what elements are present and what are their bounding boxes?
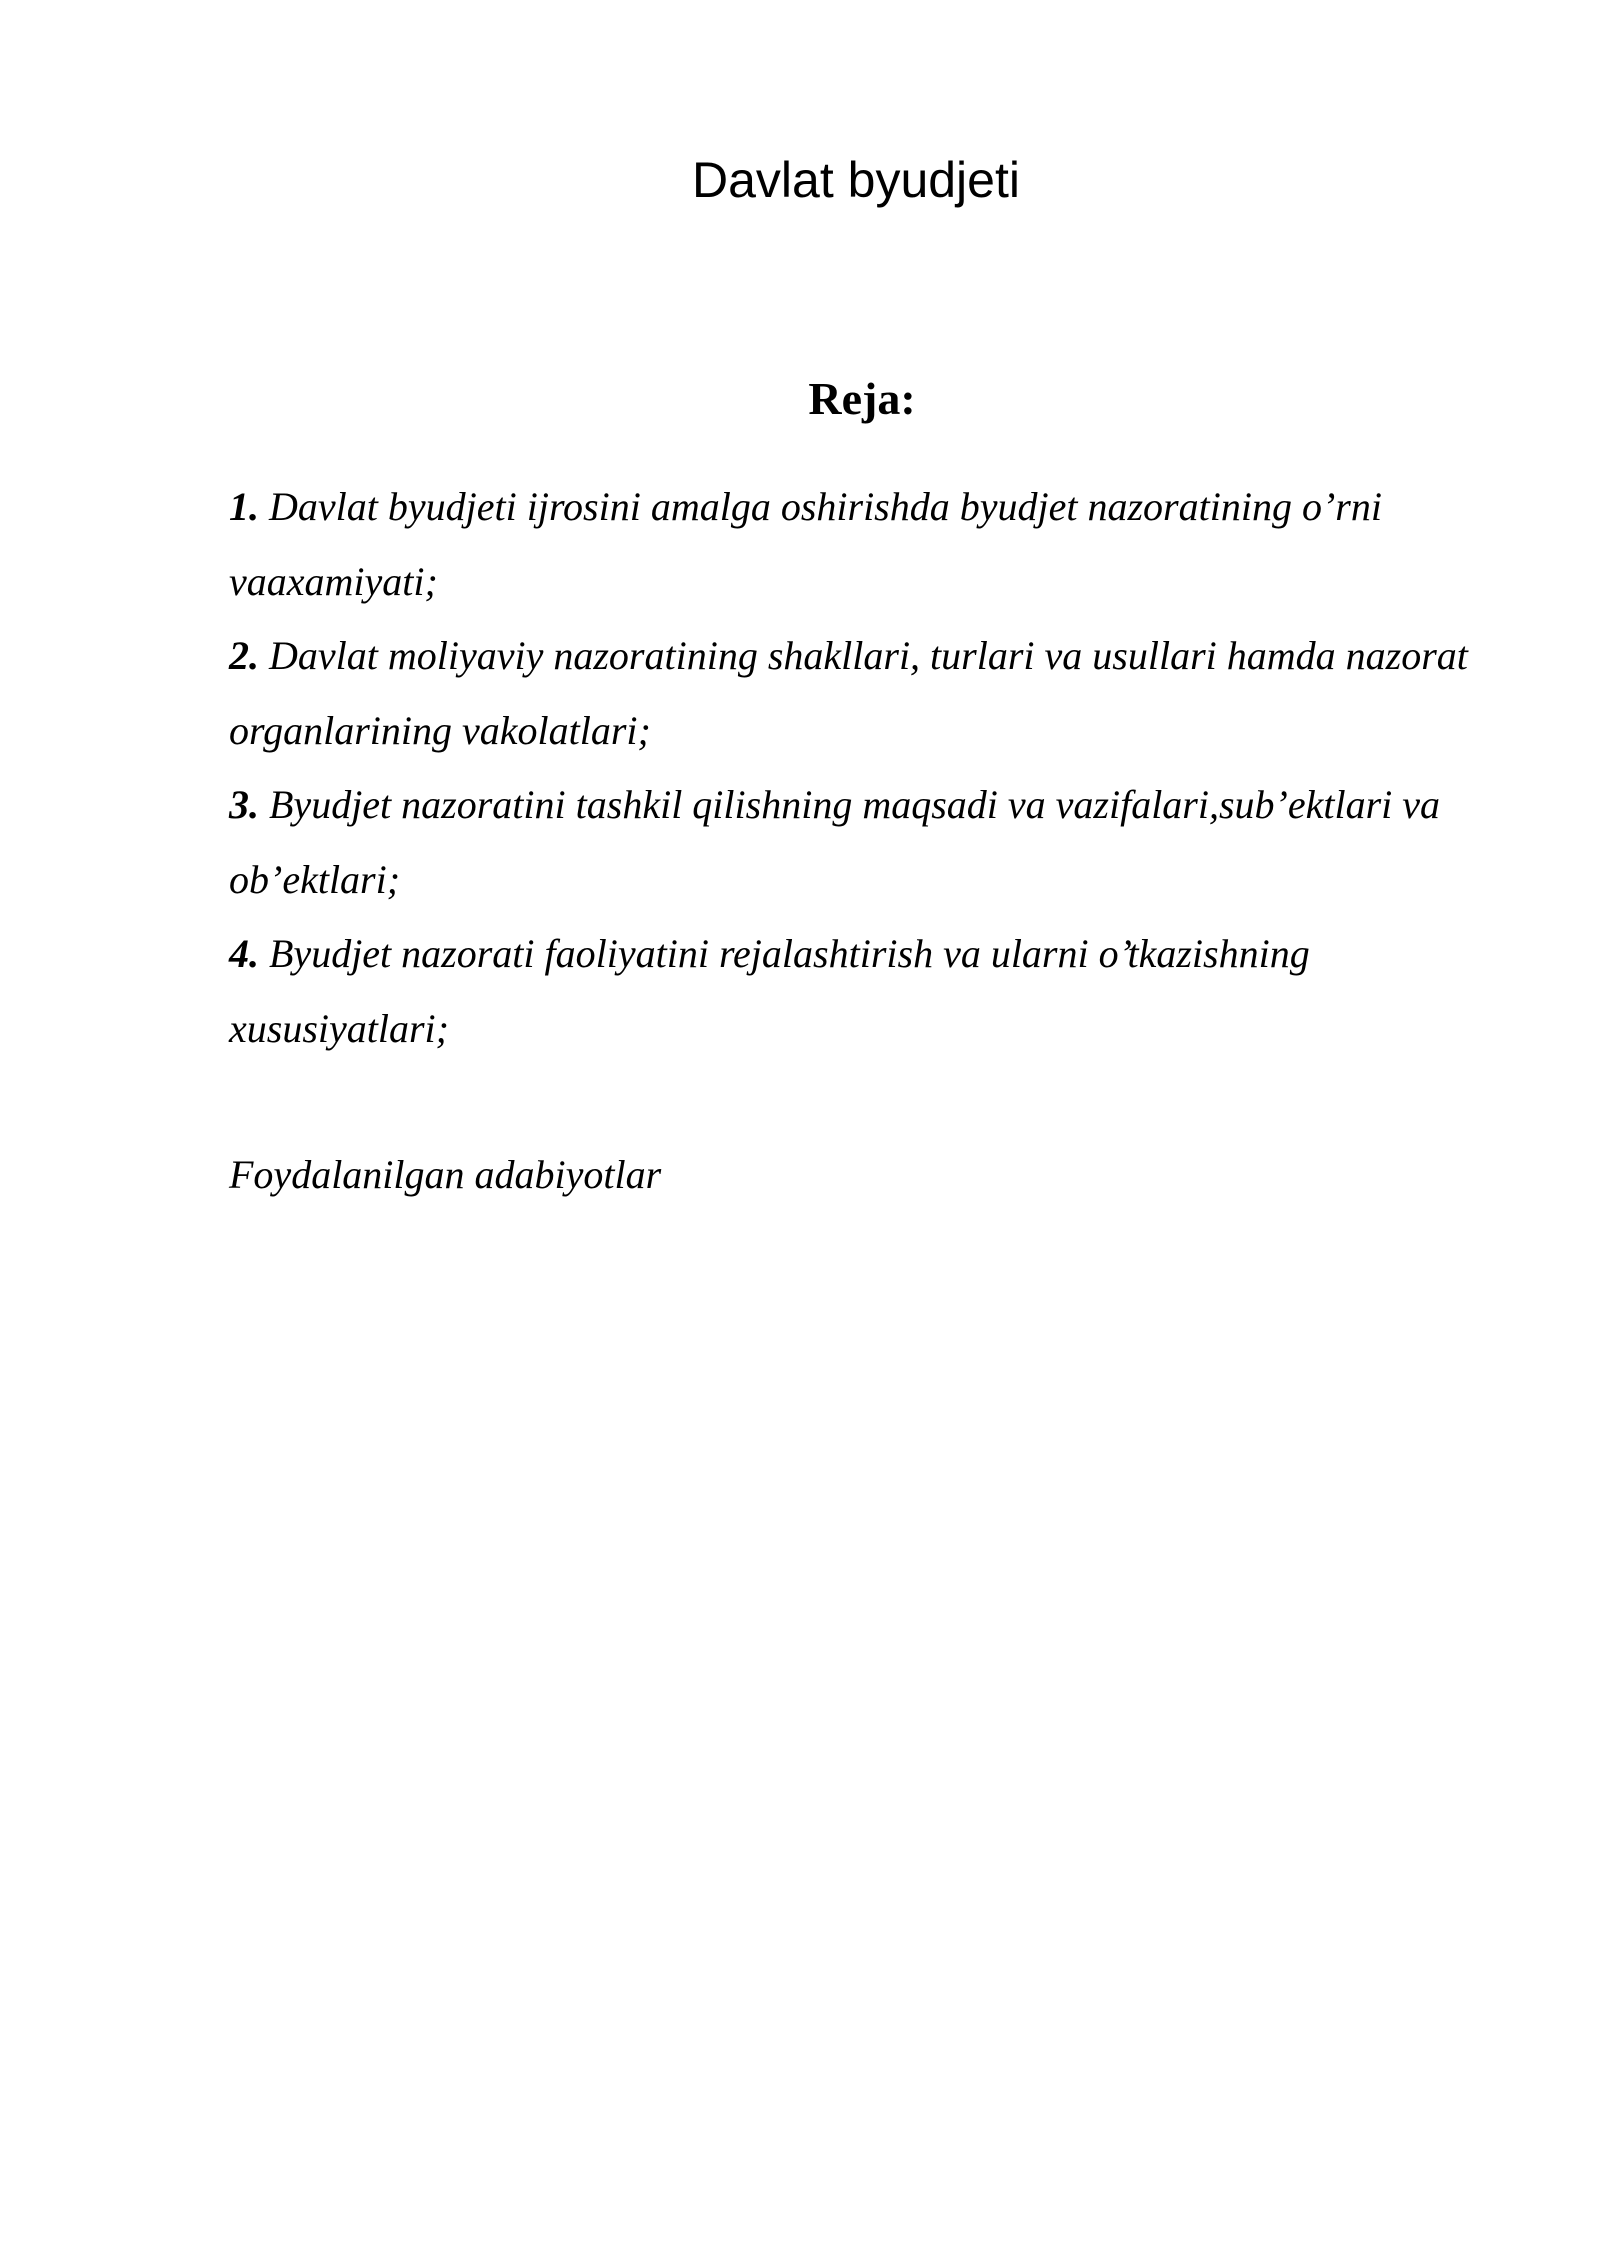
plan-item-2 (229, 619, 1489, 768)
plan-item-number: 3. (229, 782, 259, 827)
plan-item-text: Byudjet nazorati faoliyatini rejalashtirish va ularni o’tkazishning xususiyatlari; (229, 931, 1310, 1051)
plan-item-number: 4. (229, 931, 259, 976)
document-title: Davlat byudjeti (692, 152, 1020, 208)
plan-item-text: Davlat byudjeti ijrosini amalga oshirishda byudjet nazoratining o’rni vaaxamiyati; (229, 484, 1382, 604)
plan-item-text: Byudjet nazoratini tashkil qilishning maqsadi va vazifalari,sub’ektlari va ob’ektlari; (229, 782, 1441, 902)
plan-list (229, 470, 1489, 1066)
plan-item-number: 1. (229, 484, 259, 529)
plan-item-1 (229, 470, 1489, 619)
plan-heading: Reja: (808, 373, 916, 424)
plan-item-text: Davlat moliyaviy nazoratining shakllari, turlari va usullari hamda nazorat organlarining vakolatlari; (229, 633, 1468, 753)
plan-item-4 (229, 917, 1489, 1066)
plan-item-number: 2. (229, 633, 259, 678)
references-label: Foydalanilgan adabiyotlar (229, 1152, 662, 1197)
plan-item-3 (229, 768, 1489, 917)
